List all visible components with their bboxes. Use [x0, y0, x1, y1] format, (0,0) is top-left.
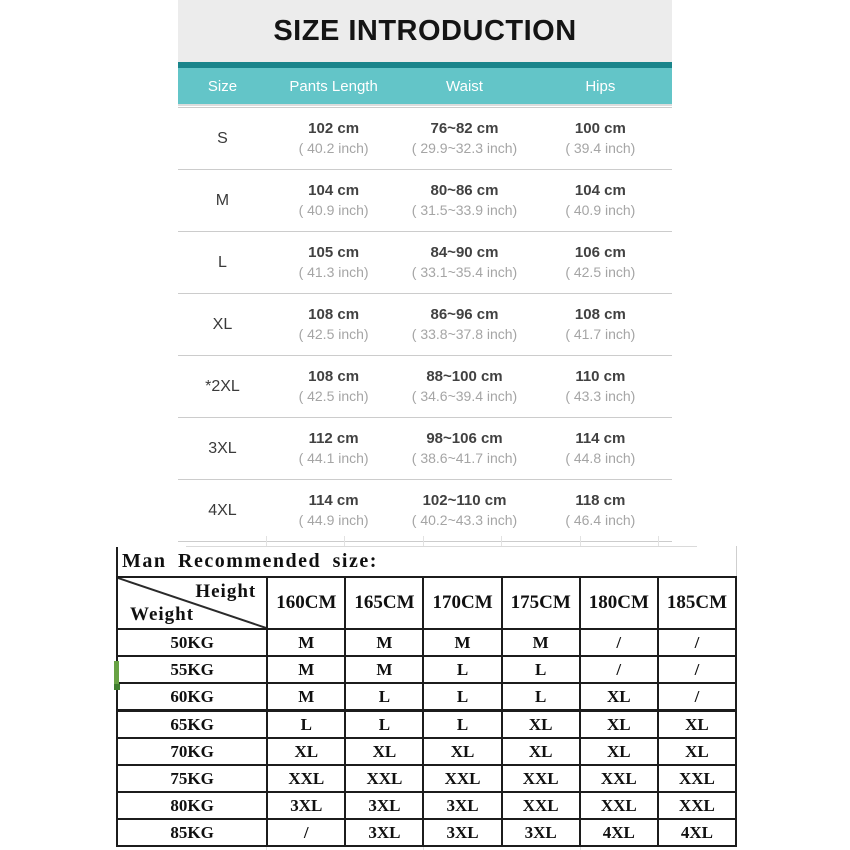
size-value: XL: [502, 738, 580, 765]
size-value: XL: [580, 738, 658, 765]
gridline-artifact: [266, 536, 267, 546]
recommend-row-75kg: [117, 765, 736, 792]
recommend-row-55kg: [117, 656, 736, 683]
pants-inch: ( 42.5 inch): [298, 388, 369, 404]
waist-cm: 84~90 cm: [430, 244, 499, 261]
hips-cm: 110 cm: [575, 368, 626, 385]
hips-cm: 114 cm: [575, 430, 626, 447]
waist-inch: ( 31.5~33.9 inch): [411, 202, 518, 218]
recommend-row-60kg: [117, 683, 736, 711]
gridline-artifact: [658, 536, 659, 546]
weight-label: 60KG: [117, 683, 267, 711]
hips-cm: 118 cm: [575, 492, 626, 509]
selection-marker: [114, 661, 119, 684]
size-value: L: [423, 656, 501, 683]
height-column-185: 185CM: [658, 577, 736, 629]
pants-cm: 104 cm: [308, 182, 360, 199]
size-label: M: [215, 191, 230, 209]
waist-cm: 86~96 cm: [430, 306, 499, 323]
size-value: XL: [658, 738, 736, 765]
height-column-180: 180CM: [580, 577, 658, 629]
pants-inch: ( 44.9 inch): [298, 512, 369, 528]
size-value: 3XL: [267, 792, 345, 819]
size-value: /: [580, 629, 658, 656]
table-row-2xl: [178, 356, 672, 418]
waist-inch: ( 33.1~35.4 inch): [411, 264, 518, 280]
size-table-header: [178, 62, 672, 104]
recommend-table: [116, 576, 737, 847]
height-column-170: 170CM: [423, 577, 501, 629]
gridline-artifact: [344, 536, 345, 546]
size-value: 3XL: [345, 819, 423, 846]
hips-inch: ( 44.8 inch): [565, 450, 636, 466]
corner-cell-height-weight: [117, 577, 267, 629]
size-value: XXL: [423, 765, 501, 792]
hips-inch: ( 39.4 inch): [565, 140, 636, 156]
recommend-row-80kg: [117, 792, 736, 819]
table-row-xl: [178, 294, 672, 356]
size-label: L: [218, 253, 227, 271]
recommend-row-70kg: [117, 738, 736, 765]
column-header-hips: Hips: [585, 77, 616, 95]
size-value: XL: [267, 738, 345, 765]
size-value: XXL: [658, 792, 736, 819]
table-row-4xl: [178, 480, 672, 542]
size-value: /: [267, 819, 345, 846]
corner-label-weight: Weight: [130, 604, 195, 625]
hips-cm: 108 cm: [574, 306, 626, 323]
size-value: L: [502, 656, 580, 683]
recommend-row-50kg: [117, 629, 736, 656]
size-label: 4XL: [208, 501, 237, 519]
pants-inch: ( 40.9 inch): [298, 202, 369, 218]
waist-inch: ( 38.6~41.7 inch): [411, 450, 518, 466]
gridline-artifact: [580, 536, 581, 546]
waist-cm: 102~110 cm: [422, 492, 507, 509]
size-label: 3XL: [208, 439, 237, 457]
size-value: L: [502, 683, 580, 711]
selection-marker-handle: [114, 684, 120, 690]
size-value: /: [658, 683, 736, 711]
size-value: L: [345, 711, 423, 739]
recommend-row-65kg: [117, 711, 736, 739]
size-value: M: [267, 656, 345, 683]
weight-label: 85KG: [117, 819, 267, 846]
pants-inch: ( 40.2 inch): [298, 140, 369, 156]
hips-inch: ( 41.7 inch): [565, 326, 636, 342]
pants-inch: ( 44.1 inch): [298, 450, 369, 466]
size-value: M: [502, 629, 580, 656]
weight-label: 80KG: [117, 792, 267, 819]
waist-inch: ( 29.9~32.3 inch): [411, 140, 518, 156]
size-value: M: [345, 656, 423, 683]
pants-cm: 102 cm: [308, 120, 360, 137]
size-value: 3XL: [423, 819, 501, 846]
column-header-pants-length: Pants Length: [289, 77, 378, 95]
pants-cm: 108 cm: [308, 306, 360, 323]
weight-label: 75KG: [117, 765, 267, 792]
weight-label: 65KG: [117, 711, 267, 739]
pants-inch: ( 42.5 inch): [298, 326, 369, 342]
size-value: L: [345, 683, 423, 711]
man-recommended-size-section: [116, 547, 737, 847]
size-value: XL: [580, 683, 658, 711]
size-table-body: [178, 107, 672, 542]
size-value: XXL: [502, 792, 580, 819]
hips-inch: ( 42.5 inch): [565, 264, 636, 280]
size-label: XL: [212, 315, 233, 333]
hips-cm: 106 cm: [574, 244, 626, 261]
size-value: M: [423, 629, 501, 656]
height-column-165: 165CM: [345, 577, 423, 629]
size-value: 3XL: [423, 792, 501, 819]
weight-label: 50KG: [117, 629, 267, 656]
waist-cm: 76~82 cm: [430, 120, 499, 137]
size-value: L: [267, 711, 345, 739]
height-column-175: 175CM: [502, 577, 580, 629]
table-row-l: [178, 232, 672, 294]
size-value: XXL: [345, 765, 423, 792]
page-title: SIZE INTRODUCTION: [178, 0, 672, 62]
pants-cm: 112 cm: [308, 430, 359, 447]
size-value: M: [267, 683, 345, 711]
pants-cm: 114 cm: [308, 492, 359, 509]
size-value: XXL: [580, 792, 658, 819]
column-header-waist: Waist: [446, 77, 483, 95]
column-header-size: Size: [207, 77, 238, 95]
recommend-table-title: Man Recommended size:: [116, 547, 737, 576]
corner-label-height: Height: [195, 581, 257, 602]
waist-inch: ( 40.2~43.3 inch): [411, 512, 518, 528]
weight-label: 70KG: [117, 738, 267, 765]
size-value: /: [658, 629, 736, 656]
waist-cm: 80~86 cm: [430, 182, 499, 199]
size-value: XL: [658, 711, 736, 739]
size-label: S: [217, 129, 228, 147]
size-value: M: [267, 629, 345, 656]
hips-cm: 104 cm: [574, 182, 626, 199]
size-value: XXL: [580, 765, 658, 792]
size-value: XXL: [502, 765, 580, 792]
recommend-header-row: [117, 577, 736, 629]
gridline-artifact: [501, 536, 502, 546]
waist-inch: ( 33.8~37.8 inch): [411, 326, 518, 342]
waist-cm: 98~106 cm: [426, 430, 503, 447]
size-value: M: [345, 629, 423, 656]
size-value: 4XL: [580, 819, 658, 846]
size-value: XL: [345, 738, 423, 765]
size-value: XL: [502, 711, 580, 739]
pants-cm: 108 cm: [308, 368, 360, 385]
size-value: XXL: [658, 765, 736, 792]
size-value: /: [658, 656, 736, 683]
size-value: 4XL: [658, 819, 736, 846]
height-column-160: 160CM: [267, 577, 345, 629]
hips-cm: 100 cm: [574, 120, 626, 137]
hips-inch: ( 46.4 inch): [565, 512, 636, 528]
size-label: *2XL: [205, 377, 240, 395]
table-row-m: [178, 170, 672, 232]
size-value: XL: [423, 738, 501, 765]
size-value: /: [580, 656, 658, 683]
size-value: 3XL: [345, 792, 423, 819]
waist-inch: ( 34.6~39.4 inch): [411, 388, 518, 404]
size-value: XXL: [267, 765, 345, 792]
size-value: L: [423, 711, 501, 739]
waist-cm: 88~100 cm: [426, 368, 503, 385]
table-row-s: [178, 108, 672, 170]
hips-inch: ( 40.9 inch): [565, 202, 636, 218]
table-row-3xl: [178, 418, 672, 480]
pants-inch: ( 41.3 inch): [298, 264, 369, 280]
weight-label: 55KG: [117, 656, 267, 683]
recommend-row-85kg: [117, 819, 736, 846]
pants-cm: 105 cm: [308, 244, 360, 261]
size-introduction-section: [178, 0, 672, 542]
size-value: XL: [580, 711, 658, 739]
hips-inch: ( 43.3 inch): [565, 388, 636, 404]
size-value: L: [423, 683, 501, 711]
gridline-artifact: [423, 536, 424, 546]
size-value: 3XL: [502, 819, 580, 846]
